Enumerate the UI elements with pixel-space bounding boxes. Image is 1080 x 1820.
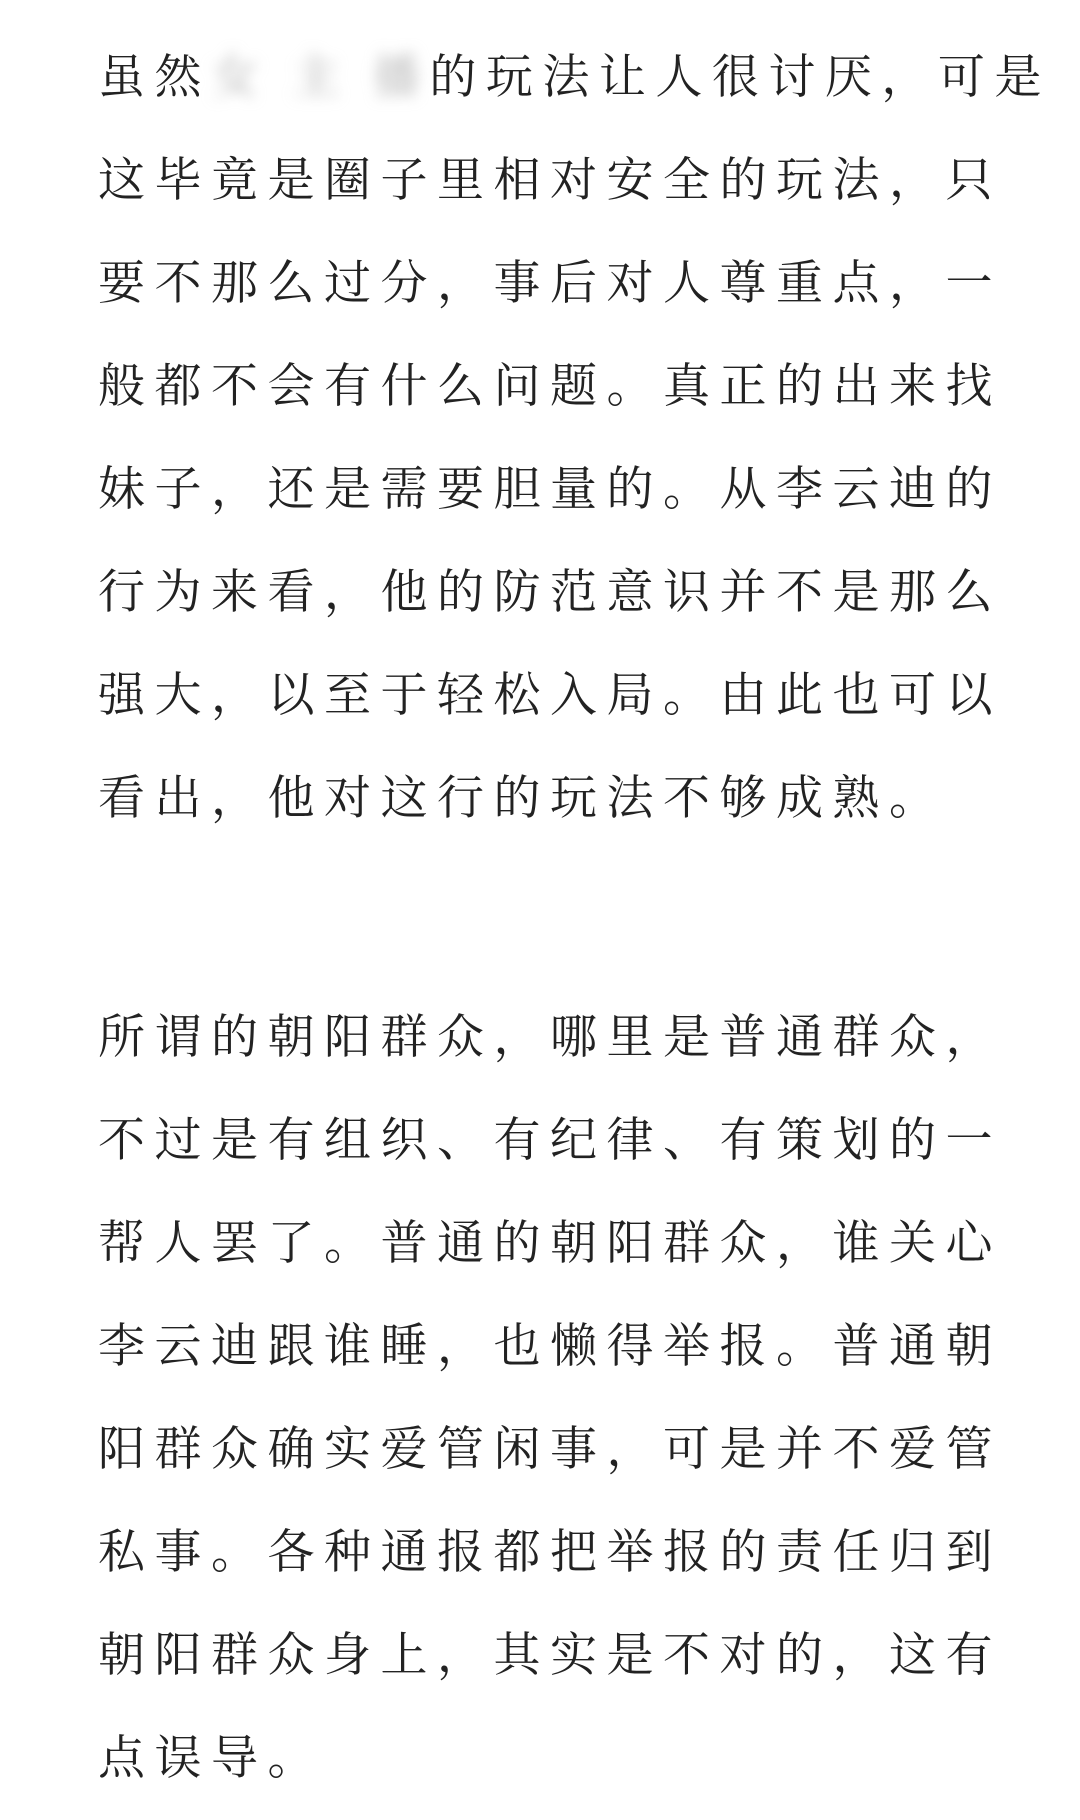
text-line: 这毕竟是圈子里相对安全的玩法，只 <box>98 153 1002 208</box>
paragraph-1 <box>98 36 1051 860</box>
text-line: 朝阳群众身上，其实是不对的，这有 <box>98 1628 1002 1683</box>
text-line: 妹子，还是需要胆量的。从李云迪的 <box>98 462 1002 517</box>
text-line: 强大，以至于轻松入局。由此也可以 <box>98 668 1002 723</box>
text-line: 点误导。 <box>98 1731 324 1786</box>
blurred-text: 女 主 播 <box>211 50 430 105</box>
text-line: 私事。各种通报都把举报的责任归到 <box>98 1525 1002 1580</box>
text-line <box>98 36 1051 139</box>
text-line: 所谓的朝阳群众，哪里是普通群众， <box>98 1010 1002 1065</box>
text-line: 行为来看，他的防范意识并不是那么 <box>98 565 1002 620</box>
text-segment: 的玩法让人很讨厌，可是 <box>429 50 1051 105</box>
text-line: 般都不会有什么问题。真正的出来找 <box>98 359 1002 414</box>
text-line: 要不那么过分，事后对人尊重点，一 <box>98 256 1002 311</box>
text-line: 李云迪跟谁睡，也懒得举报。普通朝 <box>98 1319 1002 1374</box>
paragraph-2 <box>98 996 1002 1820</box>
text-line: 不过是有组织、有纪律、有策划的一 <box>98 1113 1002 1168</box>
text-segment: 虽然 <box>98 50 211 105</box>
text-line: 帮人罢了。普通的朝阳群众，谁关心 <box>98 1216 1002 1271</box>
article-body <box>98 36 1051 1820</box>
text-line: 看出，他对这行的玩法不够成熟。 <box>98 771 946 826</box>
paragraph-spacer <box>98 860 988 996</box>
text-line: 阳群众确实爱管闲事，可是并不爱管 <box>98 1422 1002 1477</box>
